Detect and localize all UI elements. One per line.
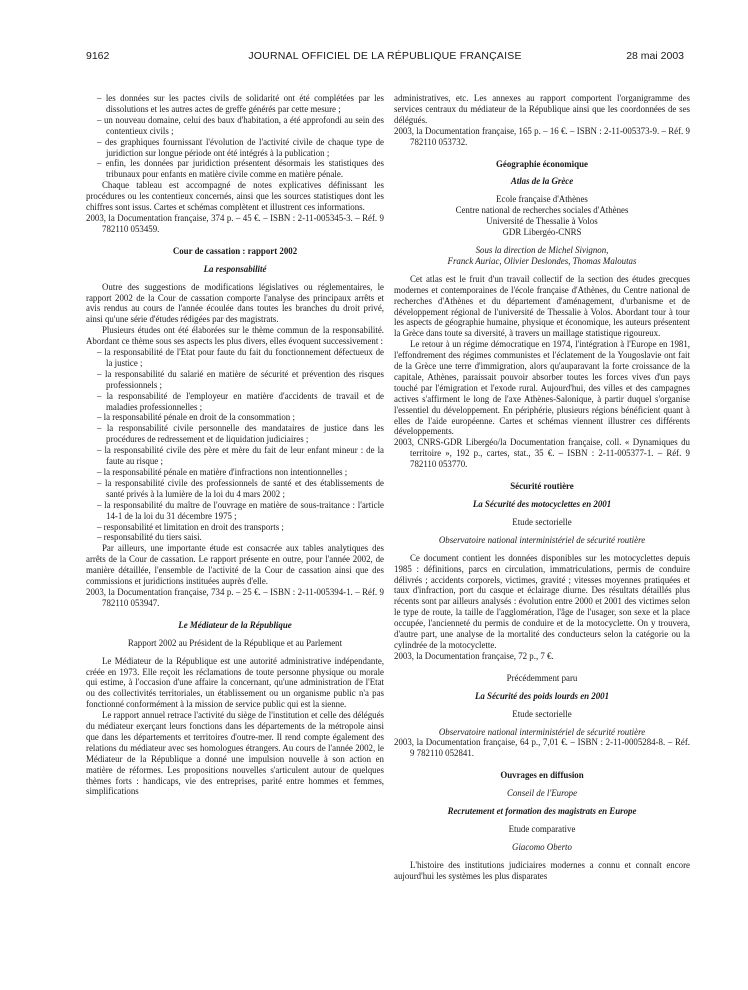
section-title-mediateur: Le Médiateur de la République [178,619,292,630]
list-item: – un nouveau domaine, celui des baux d'habitation, a été approfondi au sein des contentieux civils ; [97,114,384,136]
publication-reference: 2003, CNRS-GDR Libergéo/la Documentation française, coll. « Dynamiques du territoire », 192 p., cartes, stat., 35 €. – ISBN : 2-11-005377-1. – Réf. 9 782110 053770. [394,437,690,470]
paragraph: Cet atlas est le fruit d'un travail collectif de la section des études grecques modernes et contemporaines de l'école française d'Athènes, du Centre national de recherches d'Athènes et du département d'aménagement, d'urbanisme et de développement régional de l'université de Thessalie à Volos. Abordant tour à tour les aspects de géographie humaine, physique et économique, les auteurs présentent la Grèce dans toute sa diversité, à travers un maillage statistique rigoureux. [394,273,690,339]
section-title-securite: Sécurité routière [510,481,574,492]
list-item: – la responsabilité civile des père et mère du fait de leur enfant mineur : de la faute au risque ; [97,445,384,467]
list-item: – la responsabilité de l'Etat pour faute du fait du fonctionnement défectueux de la justice ; [97,347,384,368]
section-subtitle-atlas: Atlas de la Grèce [510,176,574,187]
paragraph: L'histoire des institutions judiciaires modernes a connu et connaît encore aujourd'hui les systèmes les plus disparates [394,859,690,881]
list-item: – la responsabilité pénale en matière d'infractions non intentionnelles ; [97,467,348,477]
responsabilite-bullet-list [86,347,384,543]
section-subtitle-motocyclettes: La Sécurité des motocyclettes en 2001 [472,499,612,509]
left-column [86,93,384,978]
list-item: – la responsabilité pénale en droit de la consommation ; [97,412,295,423]
study-type: Etude sectorielle [512,516,572,527]
paragraph: Outre des suggestions de modifications législatives ou réglementaires, le rapport 2002 de la Cour de cassation comporte l'analyse des principaux arrêts et avis rendus au cours de l'année écoulée dans toutes les branches du droit privé, ainsi qu'une série d'études rédigées par des magistrats. [86,281,384,325]
list-item: – enfin, les données par juridiction présentent désormais les statistiques des tribunaux pour enfants en matière civile comme en matière pénale. [97,158,384,180]
authors-line: Franck Auriac, Olivier Deslondes, Thomas Maloutas [447,255,637,266]
list-item: – des graphiques fournissant l'évolution de l'activité civile de chaque type de juridiction sur longue période ont été intégrés à la publication ; [97,136,384,158]
publication-reference: 2003, la Documentation française, 72 p., 7 €. [394,650,554,661]
section-title-geographie: Géographie économique [496,158,588,169]
publication-reference: 2003, la Documentation française, 374 p. – 45 €. – ISBN : 2-11-005345-3. – Réf. 9 782110 053459. [86,212,384,234]
page-header [86,50,684,66]
observatoire-line: Observatoire national interministériel de sécurité routière [438,534,646,545]
paragraph: Le rapport annuel retrace l'activité du siège de l'institution et celle des délégués du médiateur exerçant leurs fonctions dans les départements de la métropole ainsi que dans les départements et territoires d'outre-mer. Il rend compte également des relations du médiateur avec ses homologues étrangers. Au cours de l'année 2002, le Médiateur de la République a donné une impulsion nouvelle à son action en matière de réformes. Les propositions nouvelles s'articulent autour de quelques thèmes forts : handicaps, vie des entreprises, parité entre hommes et femmes, simplifications [86,710,384,797]
paragraph: Par ailleurs, une importante étude est consacrée aux tables analytiques des arrêts de la Cour de cassation. Le rapport présente en outre, pour l'année 2002, de manière détaillée, l'ensemble de l'activité de la Cour de cassation ainsi que des commissions et juridictions instituées auprès d'elle. [86,543,384,587]
paragraph: administratives, etc. Les annexes au rapport comportent l'organigramme des services centraux du médiateur de la République ainsi que les coordonnées de ses délégués. [394,93,690,125]
section-subtitle-poids-lourds: La Sécurité des poids lourds en 2001 [474,690,610,701]
publication-reference: 2003, la Documentation française, 734 p. – 25 €. – ISBN : 2-11-005394-1. – Réf. 9 782110 053947. [86,586,384,608]
paragraph: Ce document contient les données disponibles sur les motocyclettes depuis 1985 : définitions, parcs en circulation, immatriculations, permis de conduire délivrés ; accidents corporels, victimes, gravité ; vitesses moyennes pratiquées et taux d'infraction, port du casque et éclairage diurne. Des résultats détaillés plus récents sont par ailleurs analysés : évolution entre 2000 et 2001 des victimes selon le type de route, la taille de l'agglomération, l'âge de l'usager, son sexe et la place occupée, l'ancienneté du permis de conduire et de la motocyclette. On y trouvera, d'autre part, une analyse de la mortalité des conducteurs selon la catégorie ou la cylindrée de la motocyclette. [394,552,690,650]
author-line: Giacomo Oberto [512,841,572,852]
right-column [394,93,690,978]
list-item: – la responsabilité du salarié en matière de sécurité et prévention des risques professionnels ; [97,368,384,390]
section-title-cassation: Cour de cassation : rapport 2002 [172,245,298,256]
institution-line: Université de Thessalie à Volos [486,216,598,227]
list-item: – les données sur les pactes civils de solidarité ont été complétées par les dissolutions et les autres actes de greffe générés par cette mesure ; [97,93,384,114]
list-item: – responsabilité du tiers saisi. [97,532,202,543]
list-item: – responsabilité et limitation en droit des transports ; [97,521,284,532]
publication-reference: 2003, la Documentation française, 64 p., 7,01 €. – ISBN : 2-11-0005284-8. – Réf. 9 782110 052841. [394,737,690,759]
paragraph: Chaque tableau est accompagné de notes explicatives définissant les procédures ou les contentieux concernés, ainsi que les sources statistiques dont les chiffres sont issus. Cartes et schémas complètent et illustrent ces informations. [86,180,384,213]
section-subtitle-rapport: Rapport 2002 au Président de la République et au Parlement [127,637,343,648]
page-number: 9162 [86,50,110,62]
observatoire-line: Observatoire national interministériel de sécurité routière [438,726,646,737]
paragraph: Le retour à un régime démocratique en 1974, l'intégration à l'Europe en 1981, l'effondrement des régimes communistes et l'éclatement de la Yougoslavie ont fait de la Grèce une terre d'immigration, alors qu'auparavant la forte croissance de la capitale, Athènes, paraissait pouvoir absorber toutes les forces vives d'un pays touché par l'émigration et l'exode rural. Aujourd'hui, des villes et des campagnes actives s'affirment le long de l'axe Athènes-Salonique, à partir duquel s'organise l'essentiel du développement. En périphérie, plusieurs régions bénéficient quant à elles de l'aide européenne. Cartes et schémas viennent illustrer ces différents développements. [394,339,690,437]
institution-line: Ecole française d'Athènes [496,194,588,205]
list-item: – la responsabilité du maître de l'ouvrage en matière de sous-traitance : l'article 14-1 de la loi du 31 décembre 1975 ; [97,499,384,521]
list-item: – la responsabilité civile des professionnels de santé et des établissements de santé privés à la lumière de la loi du 4 mars 2002 ; [97,477,384,499]
section-title-ouvrages: Ouvrages en diffusion [500,770,584,781]
study-type: Etude sectorielle [512,708,572,719]
publication-reference: 2003, la Documentation française, 165 p. – 16 €. – ISBN : 2-11-005373-9. – Réf. 9 782110 053732. [394,125,690,147]
institution-line: GDR Libergéo-CNRS [502,227,582,238]
study-type: Etude comparative [508,823,576,834]
journal-title: JOURNAL OFFICIEL DE LA RÉPUBLIQUE FRANÇAISE [248,50,522,62]
list-item: – la responsabilité civile personnelle des mandataires de justice dans les procédures de redressement et de liquidation judiciaires ; [97,423,384,445]
list-item: – la responsabilité de l'employeur en matière d'accidents de travail et de maladies professionnelles ; [97,390,384,412]
section-subtitle-responsabilite: La responsabilité [203,263,267,274]
institution-line: Centre national de recherches sociales d'Athènes [455,205,629,216]
direction-line: Sous la direction de Michel Sivignon, [475,244,609,255]
paragraph: Le Médiateur de la République est une autorité administrative indépendante, créée en 1973. Elle reçoit les réclamations de toute personne physique ou morale qui estime, à l'occasion d'une affaire la concernant, qu'une administration de l'Etat ou des collectivités territoriales, un établissement ou un organisme public n'a pas fonctionné conformément à la mission de service public qui est la sienne. [86,655,384,710]
conseil-line: Conseil de l'Europe [506,788,578,799]
paragraph: Plusieurs études ont été élaborées sur le thème commun de la responsabilité. Abordant ce thème sous ses aspects les plus divers, elles évoquent successivement : [86,325,384,347]
pacs-bullet-list [86,93,384,180]
section-subtitle-recrutement: Recrutement et formation des magistrats en Europe [447,806,637,817]
previously-published: Précédemment paru [506,672,578,683]
page-date: 28 mai 2003 [626,50,684,62]
